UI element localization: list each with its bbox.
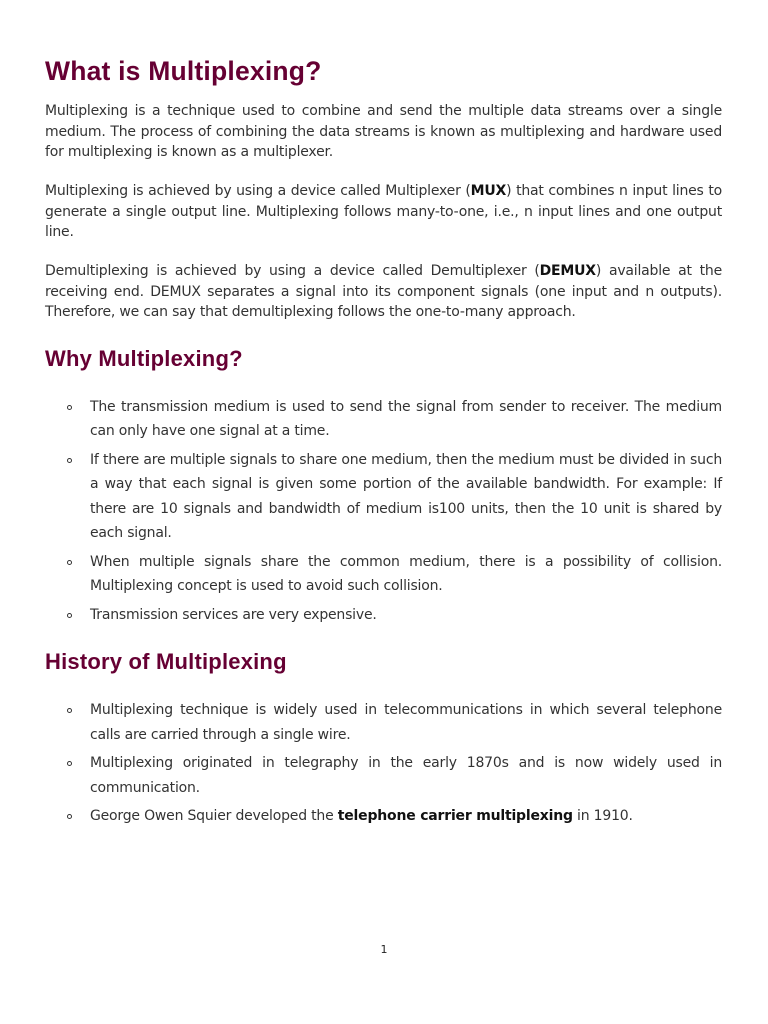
circle-bullet-icon (67, 708, 72, 713)
why-list (45, 395, 722, 628)
intro-paragraph-1: Multiplexing is a technique used to combine and send the multiple data streams over a single medium. The process of combining the data streams is known as multiplexing and hardware used for multiplexing is known as a multiplexer. (45, 103, 722, 160)
document-page (45, 0, 722, 833)
page-number: 1 (380, 943, 388, 956)
intro-paragraph-2-text-before: Multiplexing is achieved by using a device called Multiplexer ( (45, 183, 471, 199)
list-item (45, 395, 722, 444)
list-item-text: Multiplexing technique is widely used in telecommunications in which several telephone calls are carried through a single wire. (90, 702, 722, 743)
list-item-text: The transmission medium is used to send the signal from sender to receiver. The medium can only have one signal at a time. (90, 398, 722, 439)
list-item (45, 603, 722, 628)
intro-paragraph-2 (45, 181, 722, 243)
history-heading: History of Multiplexing (45, 649, 287, 674)
intro-paragraph-2-text-after: ) that combines n input lines to generate a single output line. Multiplexing follows many-to-one, i.e., n input lines and one output line. (45, 183, 722, 240)
list-item-text: When multiple signals share the common medium, there is a possibility of collision. Multiplexing concept is used to avoid such collision. (90, 553, 722, 594)
history-list (45, 698, 722, 829)
intro-paragraph-3-text-before: Demultiplexing is achieved by using a device called Demultiplexer ( (45, 263, 540, 279)
circle-bullet-icon (67, 613, 72, 618)
circle-bullet-icon (67, 405, 72, 410)
intro-paragraph-3-text-after: ) available at the receiving end. DEMUX separates a signal into its component signals (one input and n outputs). Therefore, we can say that demultiplexing follows the one-to-many approach. (45, 263, 722, 320)
circle-bullet-icon (67, 458, 72, 463)
demux-term: DEMUX (539, 263, 596, 279)
list-item (45, 550, 722, 599)
list-item-text: Multiplexing originated in telegraphy in the early 1870s and is now widely used in communication. (90, 755, 722, 796)
list-item-text: If there are multiple signals to share one medium, then the medium must be divided in such a way that each signal is given some portion of the available bandwidth. For example: If there are 10 signals and bandwidth of medium is100 units, then the 10 unit is shared by each signal. (90, 451, 722, 541)
list-item-text-after: in 1910. (572, 808, 633, 824)
page-title: What is Multiplexing? (45, 56, 322, 86)
intro-paragraph-3 (45, 261, 722, 323)
mux-term: MUX (470, 183, 507, 199)
list-item (45, 804, 722, 829)
list-item-text: Transmission services are very expensive. (90, 606, 377, 623)
telephone-carrier-term: telephone carrier multiplexing (337, 808, 573, 824)
list-item (45, 698, 722, 747)
circle-bullet-icon (67, 761, 72, 766)
list-item-text-before: George Owen Squier developed the (90, 808, 338, 824)
why-heading: Why Multiplexing? (45, 345, 243, 371)
circle-bullet-icon (67, 814, 72, 819)
list-item (45, 448, 722, 546)
list-item (45, 751, 722, 800)
circle-bullet-icon (67, 560, 72, 565)
